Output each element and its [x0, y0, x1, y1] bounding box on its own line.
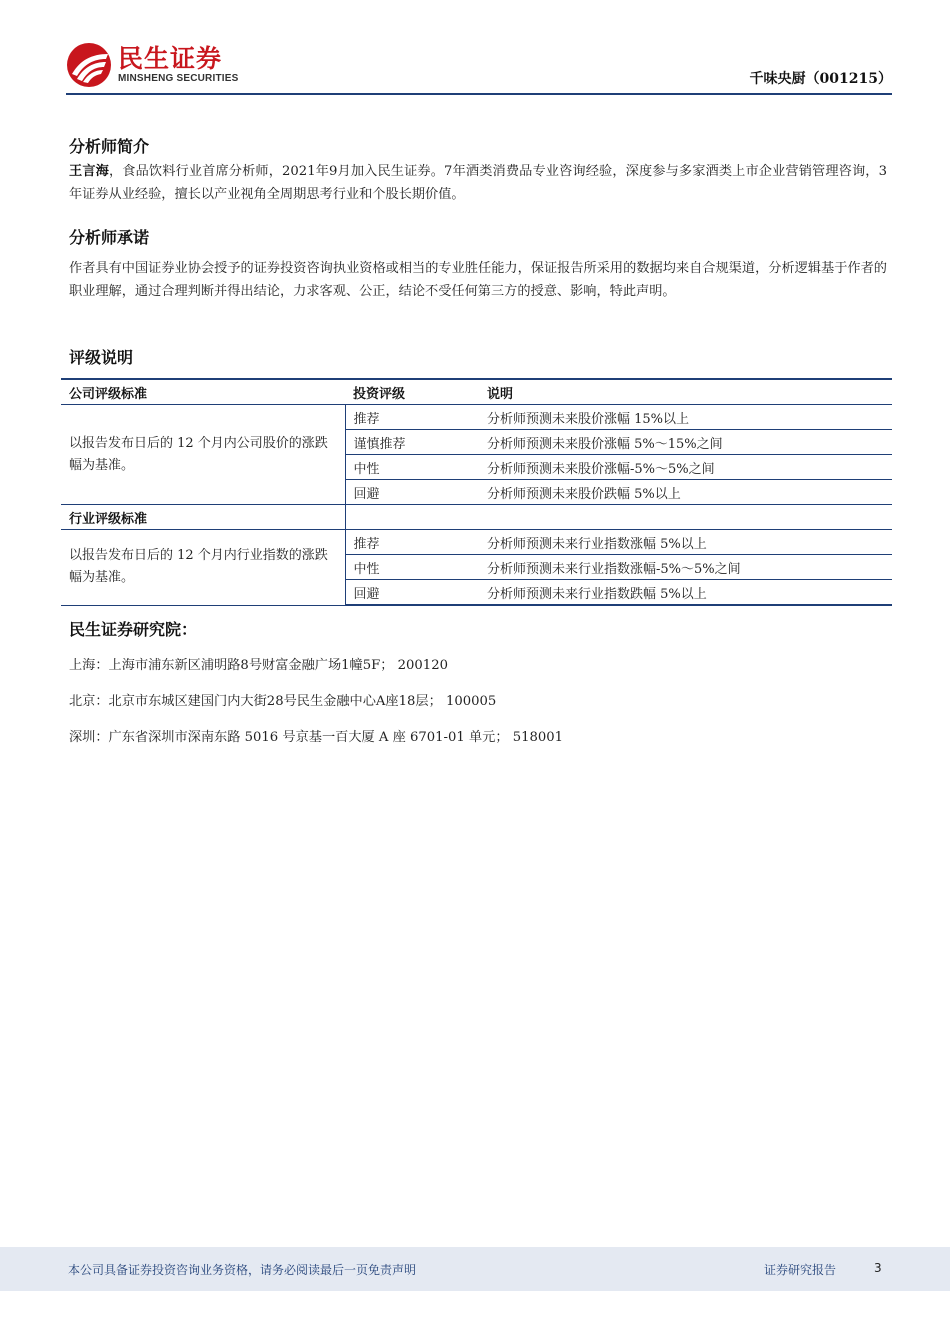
logo-english-name: MINSHENG SECURITIES: [118, 73, 239, 84]
stock-title: 千味央厨（001215）: [749, 71, 892, 87]
col-investment-rating: 投资评级: [345, 379, 479, 405]
rating-level: 回避: [345, 480, 479, 505]
rating-desc: 分析师预测未来行业指数涨幅-5%～5%之间: [479, 555, 892, 580]
rating-level: 谨慎推荐: [345, 430, 479, 455]
page-number: 3: [874, 1261, 882, 1275]
analyst-name: 王言海: [69, 164, 109, 179]
footer-report-type: 证券研究报告: [764, 1263, 837, 1277]
institute-heading: 民生证券研究院：: [69, 620, 198, 639]
rating-desc: 分析师预测未来股价涨幅 5%～15%之间: [479, 430, 892, 455]
rating-table: [61, 378, 892, 606]
company-logo: [66, 42, 238, 88]
industry-header-row: [61, 505, 892, 530]
logo-chinese-name: 民生证券: [118, 44, 223, 73]
address-shenzhen: 深圳：广东省深圳市深南东路 5016 号京基一百大厦 A 座 6701-01 单元； 518001: [69, 730, 564, 745]
address-beijing: 北京：北京市东城区建国门内大街28号民生金融中心A座18层； 100005: [69, 694, 497, 709]
header-divider: [66, 93, 892, 95]
table-row: [61, 405, 892, 430]
page-footer: [0, 1247, 950, 1291]
rating-level: 回避: [345, 580, 479, 606]
footer-disclaimer: 本公司具备证券投资咨询业务资格，请务必阅读最后一页免责声明: [68, 1263, 417, 1277]
analyst-heading: 分析师简介: [69, 137, 150, 156]
table-header-row: [61, 379, 892, 405]
rating-desc: 分析师预测未来股价涨幅 15%以上: [479, 405, 892, 430]
analyst-bio-text: ，食品饮料行业首席分析师，2021年9月加入民生证券。7年酒类消费品专业咨询经验，深度参与多家酒类上市企业营销管理咨询，3年证券从业经验，擅长以产业视角全周期思考行业和个股长期价值。: [69, 164, 888, 202]
rating-desc: 分析师预测未来行业指数涨幅 5%以上: [479, 530, 892, 555]
col-description: 说明: [479, 379, 892, 405]
rating-desc: 分析师预测未来股价涨幅-5%～5%之间: [479, 455, 892, 480]
company-rating-basis: 以报告发布日后的 12 个月内公司股价的涨跌幅为基准。: [61, 405, 345, 505]
rating-desc: 分析师预测未来股价跌幅 5%以上: [479, 480, 892, 505]
industry-rating-basis: 以报告发布日后的 12 个月内行业指数的涨跌幅为基准。: [61, 530, 345, 606]
rating-desc: 分析师预测未来行业指数跌幅 5%以上: [479, 580, 892, 606]
industry-standard-header: 行业评级标准: [61, 505, 345, 530]
commitment-heading: 分析师承诺: [69, 228, 150, 247]
rating-level: 推荐: [345, 405, 479, 430]
analyst-bio: [69, 160, 887, 206]
address-shanghai: 上海：上海市浦东新区浦明路8号财富金融广场1幢5F； 200120: [69, 658, 448, 673]
rating-heading: 评级说明: [69, 348, 134, 367]
table-row: [61, 530, 892, 555]
commitment-text: 作者具有中国证券业协会授予的证券投资咨询执业资格或相当的专业胜任能力，保证报告所采用的数据均来自合规渠道，分析逻辑基于作者的职业理解，通过合理判断并得出结论，力求客观、公正，结论不受任何第三方的授意、影响，特此声明。: [69, 261, 887, 299]
minsheng-logo-icon: [66, 42, 112, 88]
page-header: [66, 40, 892, 96]
rating-level: 推荐: [345, 530, 479, 555]
rating-level: 中性: [345, 455, 479, 480]
col-company-standard: 公司评级标准: [61, 379, 345, 405]
rating-level: 中性: [345, 555, 479, 580]
